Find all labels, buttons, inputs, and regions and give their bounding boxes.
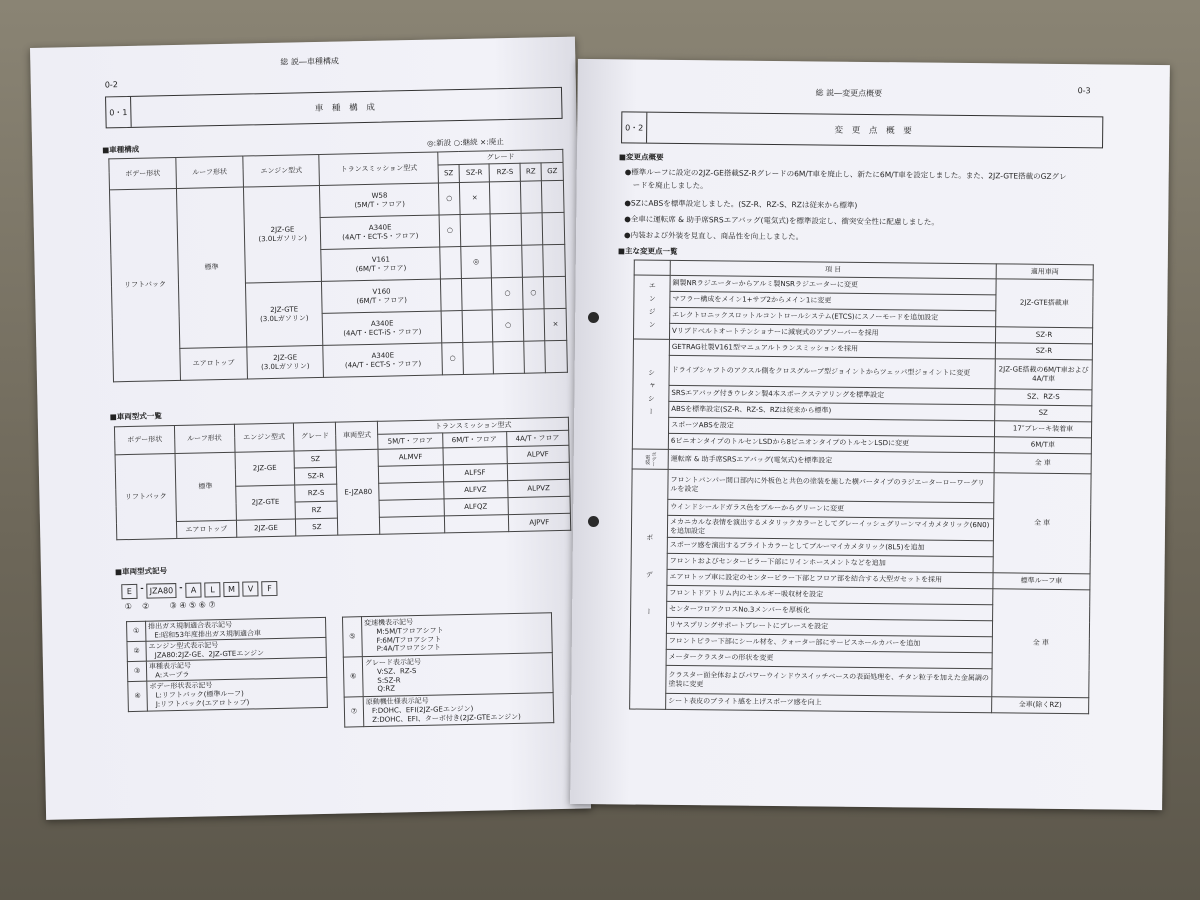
mark-cell <box>490 181 521 214</box>
change-item: フロントピラー下部にシール材を、クォーター部にサービスホールカバーを追加 <box>666 633 992 652</box>
change-item: スポーツABSを設定 <box>669 417 995 436</box>
cell2-roof-standard: 標準 <box>175 452 236 521</box>
mark-cell: ○ <box>439 183 460 215</box>
cell2-code: ALFSF <box>443 464 507 482</box>
vehicle-config-table <box>108 149 568 382</box>
apply-cell: SZ、RZ-S <box>995 389 1092 406</box>
legend-item: グレード表示記号 V:SZ、RZ-S S:SZ-R Q:RZ <box>362 653 553 697</box>
legend-num: ③ <box>127 661 146 681</box>
cell-tm: A340E (4A/T・ECT-S・フロア) <box>320 215 440 249</box>
rt-header-item: 項 目 <box>670 260 996 278</box>
th2-roof: ルーフ形状 <box>174 424 234 453</box>
mark-cell <box>542 212 565 244</box>
mark-cell <box>460 214 491 247</box>
th2-tm-6mt: 6M/T・フロア <box>442 432 506 448</box>
cell-roof-standard: 標準 <box>176 187 246 348</box>
mark-cell <box>542 180 565 212</box>
cell2-code <box>442 447 506 465</box>
cell2-code <box>508 496 571 514</box>
group-engine: エンジン <box>633 275 670 339</box>
section-title: 車 種 構 成 <box>314 102 378 115</box>
binder-hole-bottom <box>588 516 599 527</box>
cell2-code: AJPVF <box>508 513 571 531</box>
cell2-grade: RZ-S <box>295 484 337 502</box>
th-engine: エンジン型式 <box>243 154 320 187</box>
cell2-code <box>507 462 570 480</box>
cell2-code <box>379 465 443 483</box>
code-part: M <box>223 582 239 597</box>
change-item: フロントバンパー開口部内に外板色と共色の塗装を施した横バータイプのラジエーターローワーグリルを設定 <box>668 469 994 502</box>
change-item: Vリブドベルトオートテンショナーに減衰式のアブソーバーを採用 <box>669 323 995 342</box>
mark-cell <box>490 213 521 246</box>
section-title-box-right <box>621 111 1103 148</box>
change-item: マフラー構成をメイン1+サブ2からメイン1に変更 <box>670 291 996 310</box>
code-dash: - <box>140 583 144 593</box>
change-item: センターフロアクロスNo.3メンバーを厚板化 <box>667 601 993 620</box>
mark-cell <box>521 181 543 213</box>
th-grade-rz: RZ <box>520 163 541 181</box>
legend-item: ボデー形状表示記号 L:リフトバック(標準ルーフ) J:リフトバック(エアロトップ) <box>147 677 328 711</box>
bullet-2: ●SZにABSを標準設定しました。(SZ-R、RZ-S、RZは従来から標準) <box>624 198 858 210</box>
mark-cell <box>522 245 544 277</box>
cell-engine-3: 2JZ-GE (3.0Lガソリン) <box>247 345 324 379</box>
mark-cell: ○ <box>492 277 523 310</box>
change-item: ウインドシールドガラス色をブルーからグリーンに変更 <box>668 499 994 518</box>
cell-tm: V160 (6M/T・フロア) <box>322 279 442 313</box>
cell2-engine: 2JZ-GE <box>236 519 296 537</box>
bullet-4: ●内装および外装を見直し、商品性を向上しました。 <box>624 230 804 242</box>
legend-num: ② <box>127 641 146 661</box>
cell-body: リフトバック <box>109 188 180 381</box>
group-body-electrical: ボデー電装 <box>632 449 668 469</box>
mark-cell: ○ <box>442 343 463 375</box>
apply-cell: SZ-R <box>995 343 1092 360</box>
mark-cell <box>521 213 543 245</box>
apply-cell: 全 車 <box>992 589 1090 698</box>
mark-cell: ◎ <box>460 246 491 279</box>
th-roof: ルーフ形状 <box>176 156 244 188</box>
cell2-code: ALPVF <box>506 445 569 463</box>
apply-cell: 全車(除くRZ) <box>992 697 1089 714</box>
code-part: E <box>121 584 137 599</box>
th-body: ボデー形状 <box>109 157 177 189</box>
change-item: 6ピニオンタイプのトルセンLSDから8ピニオンタイプのトルセンLSDに変更 <box>668 433 994 452</box>
cell2-grade: SZ <box>294 450 336 468</box>
group-body: ボデー <box>630 469 669 709</box>
th2-body: ボデー形状 <box>114 426 174 455</box>
cell2-code: ALFQZ <box>444 498 508 516</box>
legend-num: ① <box>127 621 146 641</box>
left-page <box>30 37 591 820</box>
mark-cell <box>441 279 462 311</box>
right-page-header: 総 説―変更点概要 <box>815 88 883 99</box>
label-vehicle-config: ■車種構成 <box>102 144 140 155</box>
cell2-roof-aerotop: エアロトップ <box>176 520 236 538</box>
change-item: クラスター面全体およびパワーウインドウスイッチベースの表面処理を、チタン粒子を加えた金属調の塗装に変更 <box>666 665 992 696</box>
cell-tm: A340E (4A/T・ECT-iS・フロア) <box>322 311 442 345</box>
bullet-1: ●標準ルーフに設定の2JZ-GE搭載SZ-Rグレードの6M/T車を廃止し、新たに6M/T車を設定しました。また、2JZ-GTE搭載のGZグレ <box>624 167 1067 182</box>
code-part: JZA80 <box>147 583 177 599</box>
cell2-grade: RZ <box>295 501 337 519</box>
change-item: エレクトロニックスロットルコントロールシステム(ETCS)にスノーモードを追加設定 <box>670 307 996 326</box>
mark-cell <box>545 340 568 372</box>
cell-tm: A340E (4A/T・ECT-S・フロア) <box>323 343 443 377</box>
legend-num: ⑥ <box>343 657 363 697</box>
cell-tm: W58 (5M/T・フロア) <box>320 183 440 217</box>
mark-cell <box>461 278 492 311</box>
mark-cell <box>491 245 522 278</box>
cell-engine-1: 2JZ-GE (3.0Lガソリン) <box>243 185 321 283</box>
legend-item: 原動機仕様表示記号 F:DOHC、EFI(2JZ-GEエンジン) Z:DOHC、EFI、ターボ付き(2JZ-GTEエンジン) <box>363 693 554 727</box>
cell2-code <box>379 482 443 500</box>
legend-num: ⑦ <box>344 697 364 727</box>
th2-transmission: トランスミッション型式 <box>378 417 569 434</box>
apply-cell: 全 車 <box>994 453 1091 474</box>
bullet-1b: ードを廃止しました。 <box>632 180 708 191</box>
mark-cell <box>544 276 567 308</box>
code-dash: - <box>179 582 183 592</box>
code-part: A <box>185 583 201 598</box>
cell2-code <box>380 516 444 534</box>
th-grade-sz: SZ <box>438 165 459 183</box>
label-model-code: ■車両型式記号 <box>114 566 168 577</box>
apply-cell: 全 車 <box>993 473 1091 574</box>
cell2-engine: 2JZ-GTE <box>235 485 295 520</box>
change-item: フロントおよびセンターピラー下部にリインホースメントなどを追加 <box>667 553 993 572</box>
cell-roof-aerotop: エアロトップ <box>180 347 248 380</box>
cell2-code: ALMVF <box>378 448 442 466</box>
cell2-code <box>380 499 444 517</box>
th2-tm-5mt: 5M/T・フロア <box>378 433 442 449</box>
right-page <box>570 59 1170 810</box>
change-item: メータークラスターの形状を変更 <box>666 649 992 668</box>
bullet-3: ●全車に運転席 & 助手席SRSエアバッグ(電気式)を標準設定し、衝突安全性に配慮しました。 <box>624 214 939 227</box>
code-position-numbers: ① ② ③ ④ ⑤ ⑥ ⑦ <box>124 600 216 612</box>
legend-item: エンジン型式表示記号 JZA80:2JZ-GE、2JZ-GTEエンジン <box>146 637 326 661</box>
apply-cell: SZ-R <box>995 327 1092 344</box>
mark-cell <box>462 342 493 375</box>
mark-cell <box>543 244 566 276</box>
cell2-code: ALPVZ <box>507 479 570 497</box>
section-title-right: 変 更 点 概 要 <box>834 125 915 137</box>
th2-tm-4at: 4A/T・フロア <box>506 430 569 446</box>
th-grade-szr: SZ-R <box>459 164 490 183</box>
legend-item: 車種表示記号 A:スープラ <box>146 657 326 681</box>
code-legend-right <box>342 612 554 727</box>
th-transmission: トランスミッション型式 <box>319 152 439 185</box>
changes-table <box>629 260 1094 715</box>
cell2-grade: SZ <box>296 518 338 536</box>
legend: ◎:新設 ○:継続 ×:廃止 <box>426 137 504 148</box>
cell2-grade: SZ-R <box>295 467 337 485</box>
code-legend-left <box>126 617 328 712</box>
cell-tm: V161 (6M/T・フロア) <box>321 247 441 281</box>
th2-engine: エンジン型式 <box>234 423 294 452</box>
apply-cell: 標準ルーフ車 <box>993 573 1090 590</box>
change-item: ドライブシャフトのアクスル側をクロスグルーブ型ジョイントからツェッパ型ジョイントに変更 <box>669 355 995 388</box>
mark-cell <box>462 310 493 343</box>
change-item: エアロトップ車に設定のセンターピラー下部とフロア部を結合する大型ガセットを採用 <box>667 569 993 588</box>
change-item: メカニカルな表情を演出するメタリックカラーとしてグレーイッシュグリーンマイカメタリック(6N0)を追加設定 <box>667 515 993 540</box>
apply-cell: 6M/T車 <box>994 437 1091 454</box>
model-list-table <box>114 417 571 541</box>
label-change-summary: ■変更点概要 <box>618 152 664 162</box>
change-item: GETRAG社製V161型マニュアルトランスミッションを採用 <box>669 339 995 358</box>
binder-hole-top <box>588 312 599 323</box>
change-item: スポーツ感を演出するブライトカラーとしてブルーマイカメタリック(8L5)を追加 <box>667 537 993 556</box>
th2-grade: グレード <box>294 422 337 451</box>
mark-cell <box>493 341 524 374</box>
cell2-engine: 2JZ-GE <box>235 451 295 486</box>
apply-cell: 17″ブレーキ装着車 <box>994 421 1091 438</box>
th2-model: 車両型式 <box>336 421 379 450</box>
label-model-list: ■車両型式一覧 <box>109 411 162 422</box>
mark-cell: × <box>544 308 567 340</box>
mark-cell <box>523 309 545 341</box>
mark-cell: ○ <box>523 277 545 309</box>
change-item: シート表皮のブライト感を上げスポーツ感を向上 <box>666 693 992 712</box>
label-main-changes: ■主な変更点一覧 <box>617 246 678 256</box>
apply-cell: 2JZ-GTE搭載車 <box>996 279 1093 328</box>
code-part: F <box>261 581 277 596</box>
change-item: SRSエアバッグ付きウレタン製4本スポークステアリングを標準設定 <box>669 385 995 404</box>
th-grade-rzs: RZ-S <box>489 163 520 182</box>
cell2-body: リフトバック <box>115 454 177 540</box>
section-title-box <box>105 87 563 129</box>
mark-cell <box>440 247 461 279</box>
section-number-right: 0・2 <box>622 112 647 142</box>
legend-num: ⑤ <box>342 617 362 657</box>
rt-corner <box>634 260 670 275</box>
th-grade: グレード <box>438 149 563 165</box>
code-part: L <box>204 582 220 597</box>
left-page-number: 0-2 <box>104 80 118 90</box>
cell-engine-2: 2JZ-GTE (3.0Lガソリン) <box>245 281 323 347</box>
group-chassis: シャシー <box>632 339 669 449</box>
change-item: ABSを標準設定(SZ-R、RZ-S、RZは従来から標準) <box>669 401 995 420</box>
cell2-code: ALFVZ <box>443 481 507 499</box>
cell2-code <box>444 515 508 533</box>
mark-cell: × <box>459 182 490 215</box>
mark-cell <box>441 311 462 343</box>
legend-item: 変速機表示記号 M:5M/Tフロアシフト F:6M/Tフロアシフト P:4A/Tフロアシフト <box>361 613 552 657</box>
right-page-number: 0-3 <box>1077 86 1091 96</box>
mark-cell: ○ <box>439 215 460 247</box>
th-grade-gz: GZ <box>541 162 563 180</box>
model-code-diagram <box>121 581 277 599</box>
legend-num: ④ <box>128 681 148 711</box>
apply-cell: 2JZ-GE搭載の6M/T車および4A/T車 <box>995 359 1092 390</box>
apply-cell: SZ <box>995 405 1092 422</box>
mark-cell: ○ <box>493 309 524 342</box>
section-number: 0・1 <box>106 97 132 128</box>
legend-item: 排出ガス規制適合表示記号 E:昭和53年度排出ガス規制適合車 <box>146 617 326 641</box>
rt-header-apply: 適用車両 <box>996 264 1093 280</box>
left-page-header: 総 説―車種構成 <box>280 56 339 67</box>
code-part: V <box>242 581 258 596</box>
change-item: フロントドアトリム内にエネルギー吸収材を設定 <box>667 585 993 604</box>
change-item: 運転席 & 助手席SRSエアバッグ(電気式)を標準設定 <box>668 449 994 472</box>
cell2-model: E-JZA80 <box>336 449 380 535</box>
mark-cell <box>524 341 546 373</box>
change-item: 銅製NRラジエーターからアルミ製NSRラジエーターに変更 <box>670 275 996 294</box>
change-item: リヤスプリングサポートプレートにブレースを設定 <box>666 617 992 636</box>
